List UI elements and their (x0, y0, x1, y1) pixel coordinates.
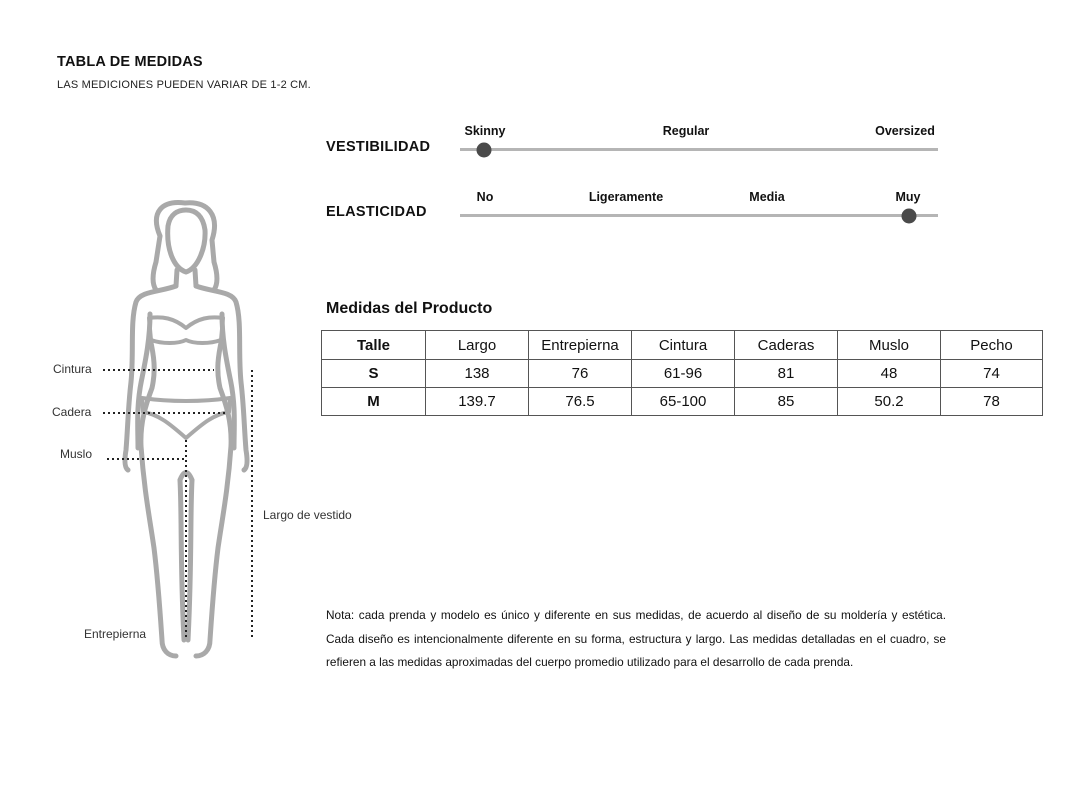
table-cell: 81 (735, 360, 838, 388)
column-header: Cintura (632, 331, 735, 360)
column-header: Pecho (941, 331, 1043, 360)
elasticity-option-media: Media (749, 190, 785, 204)
table-cell: 48 (838, 360, 941, 388)
measurements-table (321, 330, 1043, 416)
table-cell: 76 (529, 360, 632, 388)
column-header: Talle (322, 331, 426, 360)
dress-length-label: Largo de vestido (263, 508, 352, 522)
elasticity-option-ligeramente: Ligeramente (588, 190, 664, 204)
table-row (322, 388, 1043, 416)
measurements-title: Medidas del Producto (326, 300, 493, 317)
table-cell: 61-96 (632, 360, 735, 388)
fit-option-regular: Regular (662, 124, 710, 138)
table-row (322, 360, 1043, 388)
fit-option-skinny: Skinny (464, 124, 506, 138)
table-header-row (322, 331, 1043, 360)
inseam-label: Entrepierna (84, 627, 147, 641)
table-cell: 139.7 (426, 388, 529, 416)
column-header: Entrepierna (529, 331, 632, 360)
table-cell: 65-100 (632, 388, 735, 416)
size-cell: M (322, 388, 426, 416)
elasticity-scale-label: ELASTICIDAD (326, 204, 427, 220)
fit-scale-track (460, 148, 938, 151)
size-note: Nota: cada prenda y modelo es único y diferente en sus medidas, de acuerdo al diseño de su moldería y estética. Cada diseño es intencionalmente diferente en su forma, estructura y largo. Las medidas detalladas en el cuadro, se refieren a las medidas aproximadas del cuerpo promedio utilizado para el desarrollo de cada prenda. (326, 608, 946, 669)
table-cell: 78 (941, 388, 1043, 416)
fit-scale-label: VESTIBILIDAD (326, 139, 431, 155)
table-cell: 85 (735, 388, 838, 416)
thigh-label: Muslo (60, 447, 93, 461)
body-figure-illustration (0, 190, 320, 670)
page-subtitle: LAS MEDICIONES PUEDEN VARIAR DE 1-2 CM. (57, 79, 311, 91)
waist-label: Cintura (53, 362, 92, 376)
table-cell: 74 (941, 360, 1043, 388)
column-header: Largo (426, 331, 529, 360)
column-header: Muslo (838, 331, 941, 360)
elasticity-option-muy: Muy (895, 190, 921, 204)
table-cell: 76.5 (529, 388, 632, 416)
fit-scale-marker (476, 143, 491, 158)
table-cell: 50.2 (838, 388, 941, 416)
fit-option-oversized: Oversized (875, 124, 935, 138)
elasticity-scale-track (460, 214, 938, 217)
column-header: Caderas (735, 331, 838, 360)
size-cell: S (322, 360, 426, 388)
elasticity-option-no: No (476, 190, 494, 204)
table-cell: 138 (426, 360, 529, 388)
elasticity-scale-marker (902, 209, 917, 224)
hip-label: Cadera (52, 405, 92, 419)
page-title: TABLA DE MEDIDAS (57, 54, 203, 70)
